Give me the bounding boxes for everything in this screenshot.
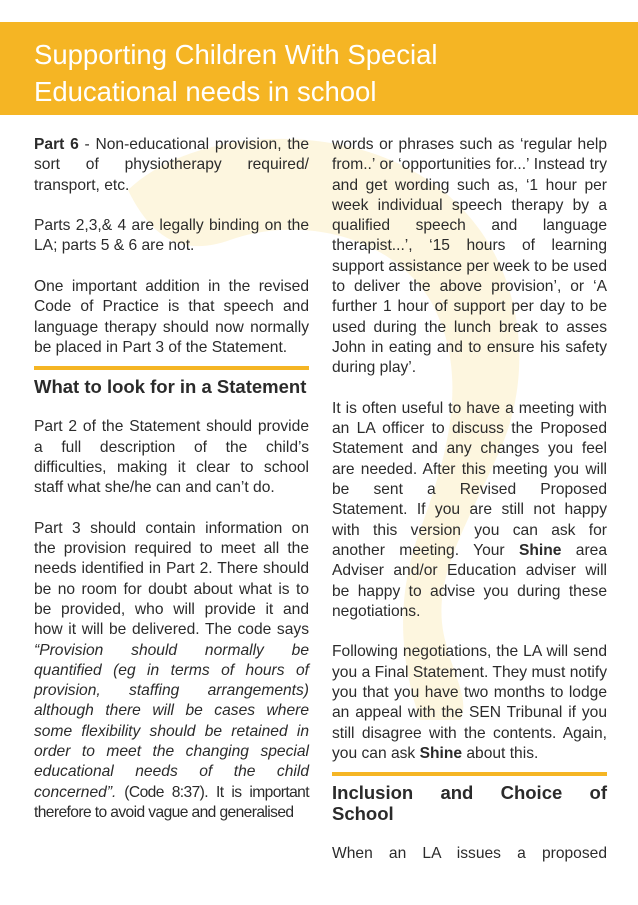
part-6-text: - Non-educational provision, the sort of physiotherapy required/ transport, etc.: [34, 136, 309, 194]
paragraph-part-3: [34, 519, 309, 823]
paragraph-meeting: [332, 399, 607, 622]
title-line-2: Educational needs in school: [34, 76, 377, 107]
section-divider: [332, 772, 607, 776]
final-statement-end: about this.: [462, 744, 539, 762]
section-heading-inclusion: Inclusion and Choice of School: [332, 782, 607, 825]
meeting-text: It is often useful to have a meeting with an LA officer to discuss the Proposed Statement and any changes you feel are needed. After this meeting you will be sent a Revised Proposed Statement. If you are still not happy with this version you can ask for another meeting. Your: [332, 399, 607, 559]
paragraph-part-6: [34, 135, 309, 196]
section-heading-statement: What to look for in a Statement: [34, 376, 307, 398]
left-column: [34, 135, 309, 844]
right-column: [332, 135, 607, 885]
code-quote: “Provision should normally be quantified (eg in terms of hours of provision, staffing arrangements) although there will be cases where some flexibility should be retained in order to meet the changing special educational needs of the child concerned”.: [34, 641, 309, 801]
shine-name: Shine: [518, 541, 562, 559]
part-3-continuation: (Code 8:37). It is important therefore to avoid vague and generalised: [34, 783, 309, 821]
part-6-label: Part 6: [34, 136, 79, 153]
meeting-text-end: area Adviser and/or Education adviser will be happy to advise you during these negotiations.: [332, 541, 607, 620]
part-3-text: Part 3 should contain information on the provision required to meet all the needs identified in Part 2. There should be no room for doubt about what is to be provided, who will provide it and how it will be delivered. The code says: [34, 519, 309, 639]
paragraph-legally-binding: Parts 2,3,& 4 are legally binding on the LA; parts 5 & 6 are not.: [34, 217, 309, 255]
paragraph-wording: words or phrases such as ‘regular help from..’ or ‘opportunities for...’ Instead try and get wording such as, ‘1 hour per week individual speech therapy by a qualified speech and language therapist...’, ‘15 hours of learning support assistance per week to be used to deliver the above provision’, or ‘A further 1 hour of support per day to be used during the lunch break to asses John in eating and to ensure his safety during play’.: [332, 136, 607, 377]
title-line-1: Supporting Children With Special: [34, 39, 438, 70]
paragraph-final-statement: [332, 642, 607, 764]
paragraph-proposed: When an LA issues a proposed: [332, 845, 607, 863]
paragraph-code-of-practice: One important addition in the revised Code of Practice is that speech and language therapy should now normally be placed in Part 3 of the Statement.: [34, 278, 309, 356]
paragraph-part-2: Part 2 of the Statement should provide a full description of the child’s difficulties, making it clear to school staff what she/he can and can’t do.: [34, 418, 309, 497]
section-divider: [34, 366, 309, 370]
shine-name: Shine: [419, 744, 463, 762]
final-statement-text: Following negotiations, the LA will send you a Final Statement. They must notify you that you have two months to lodge an appeal with the SEN Tribunal if you still disagree with the contents. Again, you can ask: [332, 643, 607, 762]
